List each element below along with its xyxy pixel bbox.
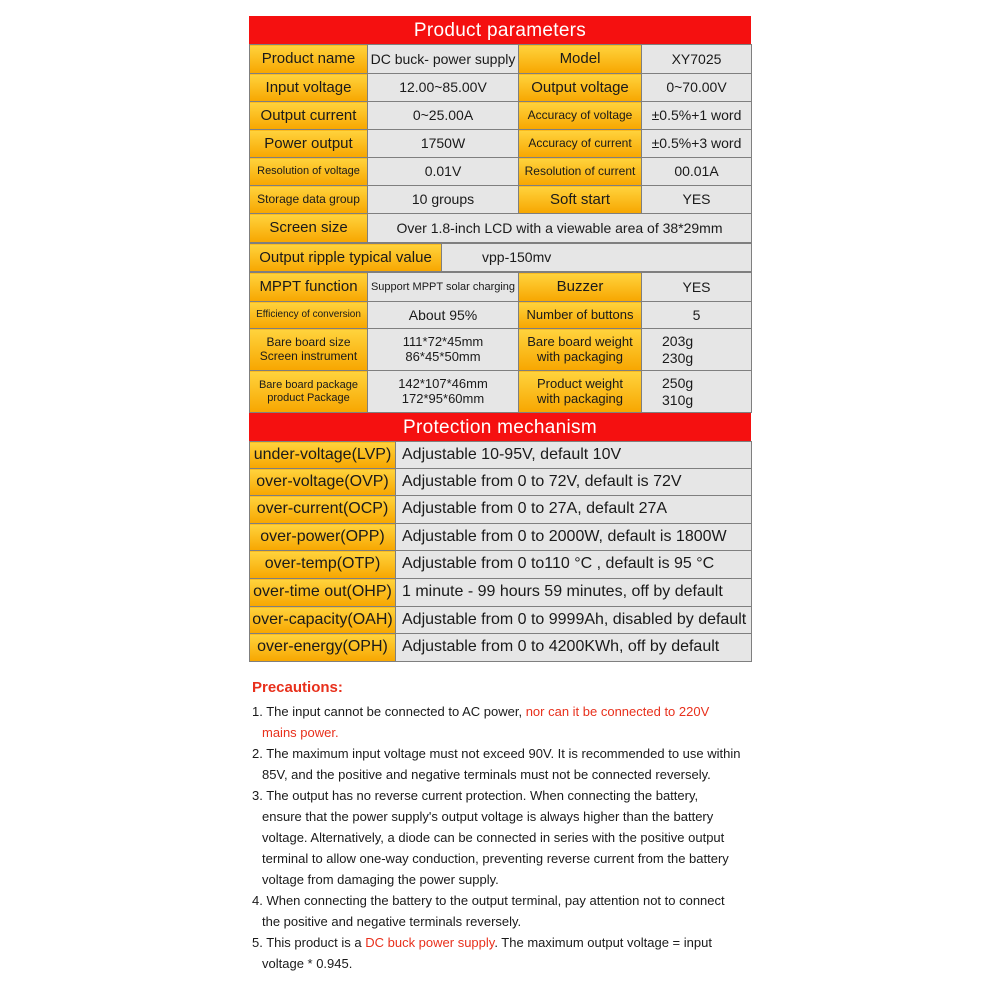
protection-label: over-time out(OHP)	[250, 579, 396, 607]
model-label: Model	[519, 45, 642, 74]
ripple-table	[249, 243, 752, 272]
precaution-text: voltage. Alternatively, a diode can be connected in series with the positive output	[262, 830, 725, 845]
resolution-current-value: 00.01A	[642, 158, 752, 186]
table-row	[250, 634, 752, 662]
product-weight-value-line: 250g	[662, 375, 694, 392]
protection-label: over-voltage(OVP)	[250, 469, 396, 496]
protection-value: Adjustable from 0 to 4200KWh, off by default	[396, 634, 752, 662]
protection-value: Adjustable from 0 to 2000W, default is 1800W	[396, 524, 752, 551]
protection-value: 1 minute - 99 hours 59 minutes, off by default	[396, 579, 752, 607]
table-row	[250, 469, 752, 496]
precaution-item	[252, 890, 769, 932]
table-row	[250, 45, 752, 74]
screen-size-value: Over 1.8-inch LCD with a viewable area of 38*29mm	[368, 214, 752, 243]
storage-value: 10 groups	[368, 186, 519, 214]
precaution-text: terminal to allow one-way conduction, preventing reverse current from the battery	[262, 851, 729, 866]
input-voltage-value: 12.00~85.00V	[368, 74, 519, 102]
table-row	[250, 244, 752, 272]
parameters-table	[249, 44, 752, 243]
ripple-label: Output ripple typical value	[250, 244, 442, 272]
table-row	[250, 186, 752, 214]
protection-label: over-energy(OPH)	[250, 634, 396, 662]
package-value-line: 172*95*60mm	[401, 390, 485, 406]
protection-label: under-voltage(LVP)	[250, 442, 396, 469]
resolution-voltage-label: Resolution of voltage	[250, 158, 368, 186]
accuracy-voltage-label: Accuracy of voltage	[519, 102, 642, 130]
protection-table	[249, 441, 752, 662]
product-weight-label	[519, 371, 642, 413]
bare-size-value-line: 111*72*45mm	[402, 333, 484, 349]
soft-start-value: YES	[642, 186, 752, 214]
power-output-value: 1750W	[368, 130, 519, 158]
precaution-item	[252, 701, 769, 743]
precaution-text: 2. The maximum input voltage must not exceed 90V. It is recommended to use within	[252, 746, 741, 761]
table-row	[250, 102, 752, 130]
protection-value: Adjustable 10-95V, default 10V	[396, 442, 752, 469]
resolution-voltage-value: 0.01V	[368, 158, 519, 186]
efficiency-value: About 95%	[368, 302, 519, 329]
protection-value: Adjustable from 0 to 72V, default is 72V	[396, 469, 752, 496]
protection-label: over-current(OCP)	[250, 496, 396, 524]
bare-weight-label-line: with packaging	[537, 348, 623, 364]
product-weight-label-line: with packaging	[537, 390, 623, 406]
precaution-highlight: nor can it be connected to 220V	[525, 704, 710, 719]
precaution-text: the positive and negative terminals reversely.	[262, 914, 522, 929]
product-weight-label-line: Product weight	[537, 375, 623, 391]
precaution-text: 3. The output has no reverse current protection. When connecting the battery,	[252, 788, 699, 803]
bare-weight-value	[642, 329, 752, 371]
table-row	[250, 214, 752, 243]
output-voltage-label: Output voltage	[519, 74, 642, 102]
mppt-value: Support MPPT solar charging	[368, 273, 519, 302]
bare-size-label-line: Bare board size	[266, 334, 351, 349]
efficiency-label: Efficiency of conversion	[250, 302, 368, 329]
protection-label: over-power(OPP)	[250, 524, 396, 551]
precaution-item	[252, 743, 769, 785]
spec-sheet	[249, 16, 751, 662]
buttons-value: 5	[642, 302, 752, 329]
table-row	[250, 273, 752, 302]
product-name-label: Product name	[250, 45, 368, 74]
parameters-title: Product parameters	[249, 16, 751, 44]
precaution-text: . The maximum output voltage = input	[494, 935, 712, 950]
precaution-text: 5. This product is a	[252, 935, 366, 950]
resolution-current-label: Resolution of current	[519, 158, 642, 186]
precaution-text: 85V, and the positive and negative terminals must not be connected reversely.	[262, 767, 711, 782]
soft-start-label: Soft start	[519, 186, 642, 214]
ripple-value: vpp-150mv	[442, 244, 752, 272]
bare-weight-label-line: Bare board weight	[527, 333, 633, 349]
protection-value: Adjustable from 0 to110 °C , default is 95 °C	[396, 551, 752, 579]
screen-size-label: Screen size	[250, 214, 368, 243]
buzzer-label: Buzzer	[519, 273, 642, 302]
product-weight-value	[642, 371, 752, 413]
input-voltage-label: Input voltage	[250, 74, 368, 102]
bare-weight-value-line: 203g	[662, 333, 694, 350]
precaution-text: ensure that the power supply's output voltage is always higher than the battery	[262, 809, 714, 824]
bare-size-label	[250, 329, 368, 371]
bare-size-value	[368, 329, 519, 371]
output-voltage-value: 0~70.00V	[642, 74, 752, 102]
precaution-item	[252, 932, 769, 974]
output-current-label: Output current	[250, 102, 368, 130]
precaution-highlight: mains power.	[262, 725, 339, 740]
accuracy-current-value: ±0.5%+3 word	[642, 130, 752, 158]
bare-size-value-line: 86*45*50mm	[405, 348, 481, 364]
table-row	[250, 496, 752, 524]
bare-weight-value-line: 230g	[662, 349, 694, 366]
package-value-line: 142*107*46mm	[398, 375, 488, 391]
table-row	[250, 302, 752, 329]
buzzer-value: YES	[642, 273, 752, 302]
precaution-text: voltage from damaging the power supply.	[262, 872, 499, 887]
mppt-label: MPPT function	[250, 273, 368, 302]
table-row	[250, 158, 752, 186]
table-row	[250, 551, 752, 579]
protection-value: Adjustable from 0 to 27A, default 27A	[396, 496, 752, 524]
bare-size-label-line: Screen instrument	[259, 348, 358, 363]
precaution-text: 1. The input cannot be connected to AC power,	[252, 704, 526, 719]
output-current-value: 0~25.00A	[368, 102, 519, 130]
power-output-label: Power output	[250, 130, 368, 158]
package-label	[250, 371, 368, 413]
parameters-table-lower	[249, 272, 752, 413]
protection-label: over-temp(OTP)	[250, 551, 396, 579]
storage-label: Storage data group	[250, 186, 368, 214]
precaution-text: voltage * 0.945.	[262, 956, 353, 971]
table-row	[250, 442, 752, 469]
bare-weight-label	[519, 329, 642, 371]
package-value	[368, 371, 519, 413]
accuracy-voltage-value: ±0.5%+1 word	[642, 102, 752, 130]
product-name-value: DC buck- power supply	[368, 45, 519, 74]
protection-value: Adjustable from 0 to 9999Ah, disabled by default	[396, 607, 752, 634]
precautions-section	[249, 678, 769, 974]
table-row	[250, 607, 752, 634]
product-weight-value-line: 310g	[662, 391, 694, 408]
precaution-highlight: DC buck power supply	[365, 935, 495, 950]
package-label-line: Bare board package	[258, 378, 359, 391]
table-row	[250, 371, 752, 413]
precautions-title: Precautions:	[252, 679, 343, 696]
protection-title: Protection mechanism	[249, 413, 751, 441]
table-row	[250, 329, 752, 371]
table-row	[250, 74, 752, 102]
table-row	[250, 524, 752, 551]
accuracy-current-label: Accuracy of current	[519, 130, 642, 158]
table-row	[250, 130, 752, 158]
package-label-line: product Package	[267, 391, 350, 404]
buttons-label: Number of buttons	[519, 302, 642, 329]
model-value: XY7025	[642, 45, 752, 74]
precaution-text: 4. When connecting the battery to the output terminal, pay attention not to connect	[252, 893, 725, 908]
table-row	[250, 579, 752, 607]
protection-label: over-capacity(OAH)	[250, 607, 396, 634]
precaution-item	[252, 785, 769, 890]
